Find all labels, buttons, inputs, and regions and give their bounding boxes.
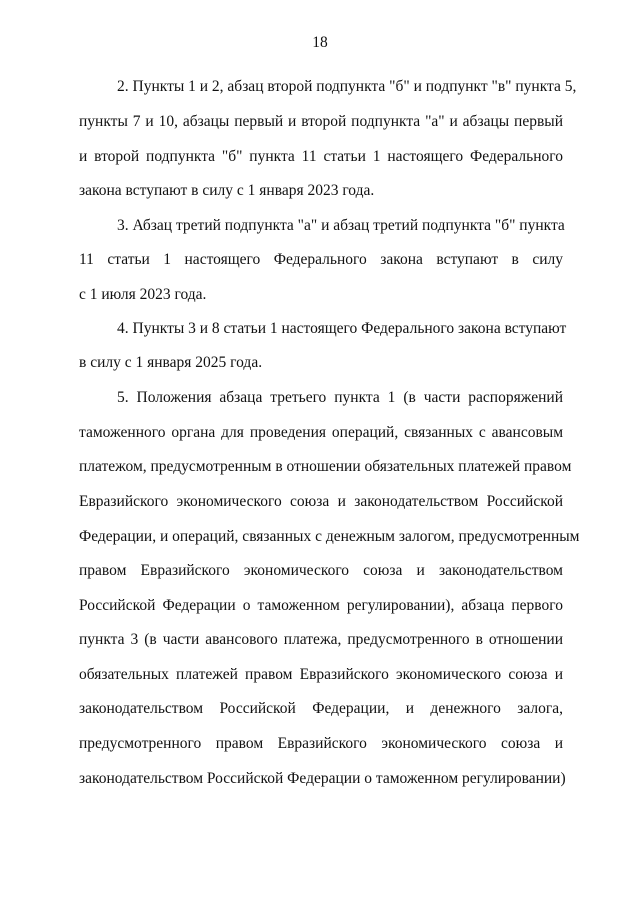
paragraph-line: предусмотренного правом Евразийского экономического союза и [79, 735, 563, 752]
paragraph-line: и второй подпункта "б" пункта 11 статьи 1 настоящего Федерального [79, 148, 563, 165]
paragraph-line: 11 статьи 1 настоящего Федерального закона вступают в силу [79, 251, 563, 268]
paragraph-line: Российской Федерации о таможенном регулировании), абзаца первого [79, 597, 563, 614]
paragraph-line: 4. Пункты 3 и 8 статьи 1 настоящего Федерального закона вступают [117, 320, 567, 337]
paragraph-line: пункты 7 и 10, абзацы первый и второй подпункта "а" и абзацы первый [79, 113, 563, 130]
paragraph-line: Евразийского экономического союза и законодательством Российской [79, 493, 563, 510]
paragraph-line: платежом, предусмотренным в отношении обязательных платежей правом [79, 458, 572, 475]
paragraph-line: закона вступают в силу с 1 января 2023 года. [79, 182, 375, 199]
paragraph-line: 3. Абзац третий подпункта "а" и абзац третий подпункта "б" пункта [117, 217, 565, 234]
paragraph-line: законодательством Российской Федерации о таможенном регулировании) [79, 770, 566, 787]
paragraph-line: пункта 3 (в части авансового платежа, предусмотренного в отношении [79, 631, 563, 648]
paragraph-line: 5. Положения абзаца третьего пункта 1 (в части распоряжений [117, 389, 563, 406]
paragraph-line: 2. Пункты 1 и 2, абзац второй подпункта "б" и подпункт "в" пункта 5, [117, 78, 577, 95]
paragraph-line: таможенного органа для проведения операций, связанных с авансовым [79, 424, 563, 441]
paragraph-line: законодательством Российской Федерации, и денежного залога, [79, 700, 563, 717]
paragraph-line: Федерации, и операций, связанных с денежным залогом, предусмотренным [79, 528, 580, 545]
paragraph-line: в силу с 1 января 2025 года. [79, 354, 263, 371]
paragraph-line: правом Евразийского экономического союза и законодательством [79, 562, 563, 579]
paragraph-line: обязательных платежей правом Евразийского экономического союза и [79, 666, 563, 683]
paragraph-line: с 1 июля 2023 года. [79, 286, 207, 303]
page-number: 18 [312, 34, 328, 51]
